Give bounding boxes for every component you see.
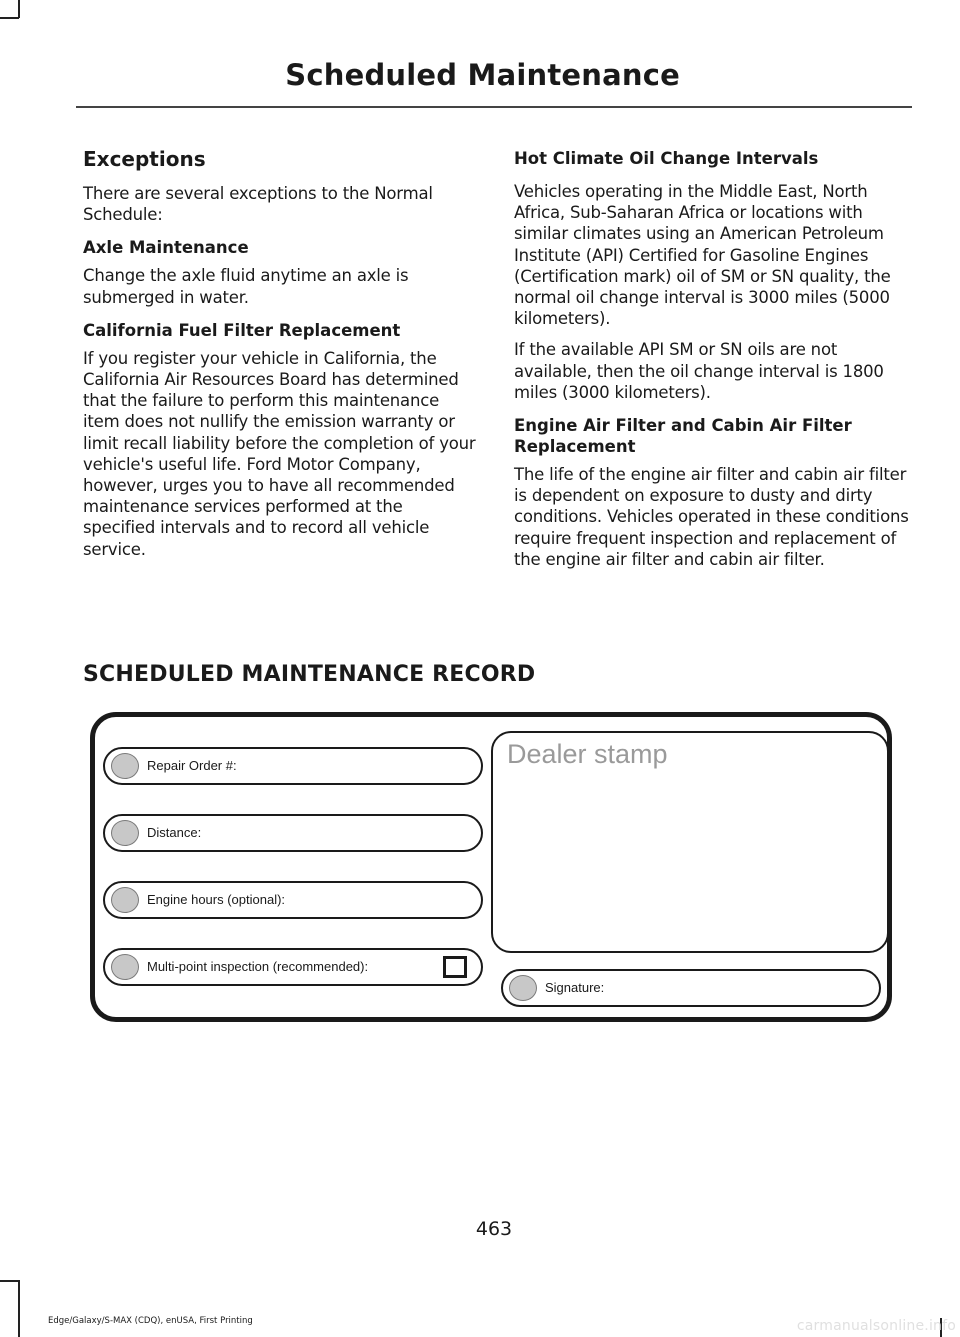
engine-hours-field[interactable]	[103, 881, 483, 919]
repair-order-label: Repair Order #:	[147, 758, 237, 773]
field-knob-icon	[111, 753, 139, 779]
distance-label: Distance:	[147, 825, 202, 840]
air-filter-text: The life of the engine air filter and cabin air filter is dependent on exposure to dusty and dirty conditions. Vehicles operated in these conditions require frequent inspection and replacement of the engine air filter and cabin air filter.	[514, 465, 909, 569]
crop-mark	[18, 1280, 20, 1337]
hot-climate-text: Vehicles operating in the Middle East, North Africa, Sub-Saharan Africa or locations with similar climates using an American Petroleum Institute (API) Certified for Gasoline Engines (Certification mark) oil of SM or SN quality, the normal oil change interval is 3000 miles (5000 kilometers).	[514, 182, 891, 329]
exceptions-text: There are several exceptions to the Normal Schedule:	[83, 184, 433, 225]
engine-hours-label: Engine hours (optional):	[147, 892, 286, 907]
distance-field[interactable]	[103, 814, 483, 852]
field-knob-icon	[111, 954, 139, 980]
field-knob-icon	[509, 975, 537, 1001]
axle-maintenance-text: Change the axle fluid anytime an axle is submerged in water.	[83, 266, 409, 307]
crop-mark	[18, 0, 20, 18]
fuel-filter-heading: California Fuel Filter Replacement	[83, 320, 401, 340]
watermark: carmanualsonline.info	[796, 1318, 956, 1334]
maintenance-record-card	[90, 712, 892, 1022]
dealer-stamp-label: Dealer stamp	[507, 739, 668, 769]
crop-mark	[0, 17, 19, 19]
left-column	[83, 146, 478, 570]
edition-footer: Edge/Galaxy/S-MAX (CDQ), enUSA, First Printing	[48, 1316, 253, 1326]
right-column	[514, 146, 910, 580]
crop-mark	[0, 1280, 19, 1282]
inspection-field	[103, 948, 483, 986]
hot-climate-alt-text: If the available API SM or SN oils are not available, then the oil change interval is 1800 miles (3000 kilometers).	[514, 340, 884, 402]
inspection-checkbox[interactable]	[443, 956, 467, 978]
dealer-stamp-area	[491, 731, 889, 953]
signature-field[interactable]	[501, 969, 881, 1007]
axle-maintenance-heading: Axle Maintenance	[83, 238, 249, 258]
hot-climate-heading: Hot Climate Oil Change Intervals	[514, 149, 819, 168]
field-knob-icon	[111, 820, 139, 846]
page-title: Scheduled Maintenance	[285, 58, 680, 92]
inspection-label: Multi-point inspection (recommended):	[147, 959, 369, 974]
page-number: 463	[475, 1218, 513, 1240]
signature-label: Signature:	[545, 980, 605, 995]
field-knob-icon	[111, 887, 139, 913]
fuel-filter-text: If you register your vehicle in California, the California Air Resources Board has determined that the failure to perform this maintenance item does not nullify the emission warranty or limit recall liability before the completion of your vehicle's useful life. Ford Motor Company, however, urges you to have all recommended maintenance services performed at the specified intervals and to record all vehicle service.	[83, 348, 476, 559]
repair-order-field[interactable]	[103, 747, 483, 785]
header-divider	[76, 106, 912, 108]
air-filter-heading: Engine Air Filter and Cabin Air Filter Replacement	[514, 416, 852, 457]
exceptions-heading: Exceptions	[83, 147, 206, 171]
record-title: SCHEDULED MAINTENANCE RECORD	[83, 662, 536, 687]
